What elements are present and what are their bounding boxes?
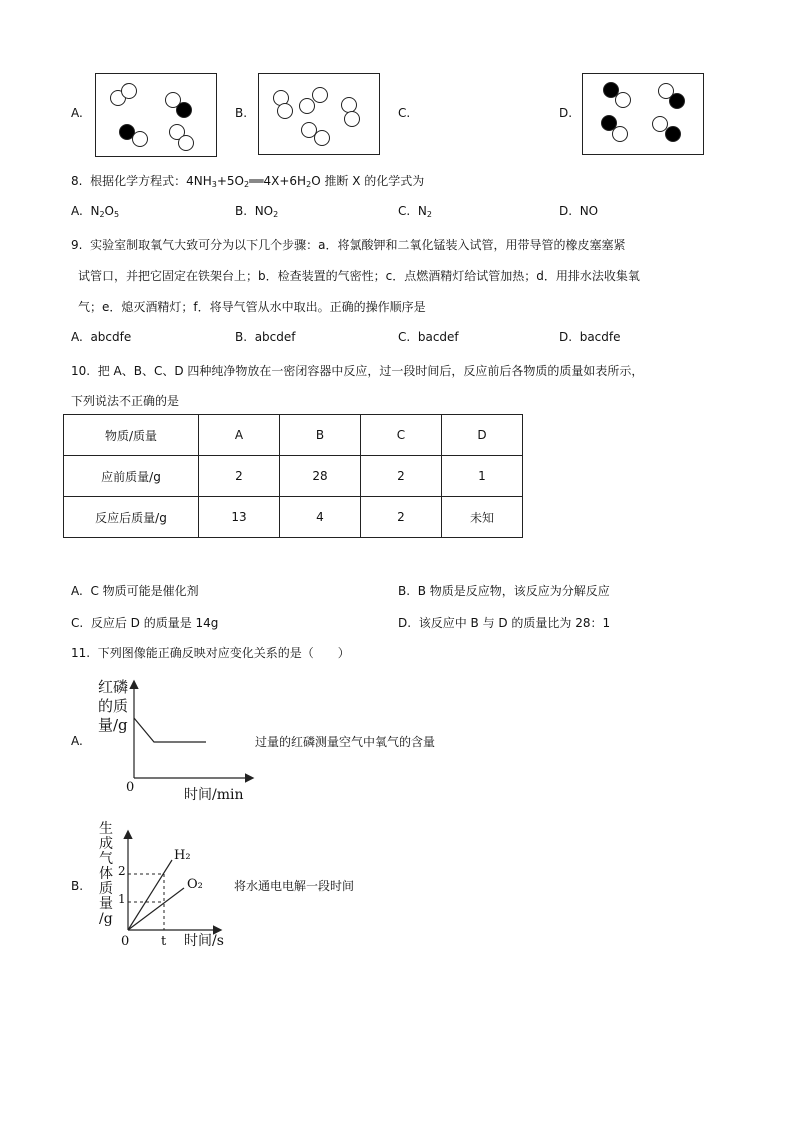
q7-option-b-diagram bbox=[258, 73, 380, 155]
graph-b-caption: 将水通电电解一段时间 bbox=[234, 879, 355, 893]
q8-option-a: A. $N_2O_5$ bbox=[71, 204, 120, 219]
graph-b-tick-2: 2 bbox=[118, 864, 126, 878]
graph-b-o2-line bbox=[128, 888, 184, 930]
question-number: 9. bbox=[71, 238, 83, 252]
table-cell: 1 bbox=[442, 456, 523, 497]
q9-option-b: B. abcdef bbox=[235, 330, 296, 344]
question-number: 10. bbox=[71, 364, 91, 378]
white-atom bbox=[121, 83, 137, 99]
table-cell: 反应后质量/g bbox=[64, 497, 199, 538]
q11-option-a-label: A. bbox=[71, 734, 83, 748]
table-header-cell: A bbox=[199, 415, 280, 456]
table-header-cell: B bbox=[280, 415, 361, 456]
graph-a-origin: 0 bbox=[126, 780, 135, 795]
table-cell: 2 bbox=[199, 456, 280, 497]
q11-option-b-label: B. bbox=[71, 879, 84, 893]
q10-option-d: D. 该反应中 B 与 D 的质量比为 28：1 bbox=[398, 616, 611, 630]
table-cell: 2 bbox=[361, 497, 442, 538]
white-atom bbox=[612, 126, 628, 142]
q9-option-c: C. bacdef bbox=[398, 330, 459, 344]
graph-b-x-label: 时间/s bbox=[184, 933, 224, 949]
q7-option-d-diagram bbox=[582, 73, 704, 155]
graph-b-origin: 0 bbox=[121, 934, 130, 949]
q10-option-c: C. 反应后 D 的质量是 14g bbox=[71, 616, 219, 630]
mass-table bbox=[63, 414, 523, 538]
q10-option-a: A. C 物质可能是催化剂 bbox=[71, 584, 199, 598]
graph-b-plot bbox=[116, 828, 226, 938]
q8-stem: 8. 根据化学方程式：$4NH_3+5O_2══4X+6H_2O$ 推断 X 的化学式为 bbox=[71, 174, 425, 189]
q8-option-b: B. $NO_2$ bbox=[235, 204, 279, 219]
table-cell: 应前质量/g bbox=[64, 456, 199, 497]
table-cell: 28 bbox=[280, 456, 361, 497]
table-cell: 未知 bbox=[442, 497, 523, 538]
white-atom bbox=[132, 131, 148, 147]
table-cell: 2 bbox=[361, 456, 442, 497]
white-atom bbox=[314, 130, 330, 146]
black-atom bbox=[176, 102, 192, 118]
q9-line-2: 试管口，并把它固定在铁架台上；b．检查装置的气密性；c．点燃酒精灯给试管加热；d．用排水法收集氧 bbox=[78, 269, 640, 283]
white-atom bbox=[344, 111, 360, 127]
graph-b-tick-1: 1 bbox=[118, 892, 126, 906]
q10-line-2: 下列说法不正确的是 bbox=[71, 394, 180, 408]
table-cell: 13 bbox=[199, 497, 280, 538]
q7-option-a-diagram bbox=[95, 73, 217, 157]
graph-a-mass-curve bbox=[134, 718, 206, 742]
white-atom bbox=[615, 92, 631, 108]
graph-b-y-label: 生 成 气 体 质 量 /g bbox=[99, 821, 113, 927]
table-header-cell: D bbox=[442, 415, 523, 456]
q9-line-1: 9. 实验室制取氧气大致可分为以下几个步骤：a．将氯酸钾和二氧化锰装入试管，用带导管的橡皮塞塞紧 bbox=[71, 238, 626, 252]
q9-option-a: A. abcdfe bbox=[71, 330, 132, 344]
white-atom bbox=[277, 103, 293, 119]
black-atom bbox=[665, 126, 681, 142]
graph-a-y-label: 红磷 的质 量/g bbox=[98, 678, 129, 734]
question-number: 8. bbox=[71, 174, 83, 188]
white-atom bbox=[299, 98, 315, 114]
q7-option-b-label: B. bbox=[235, 106, 248, 120]
graph-b-o2-label: O₂ bbox=[187, 877, 203, 892]
white-atom bbox=[178, 135, 194, 151]
q7-option-d-label: D. bbox=[559, 106, 573, 120]
table-header-row bbox=[64, 415, 523, 456]
q7-option-a-label: A. bbox=[71, 106, 83, 120]
table-header-cell: C bbox=[361, 415, 442, 456]
white-atom bbox=[312, 87, 328, 103]
q8-option-d: D. NO bbox=[559, 204, 599, 218]
q9-line-3: 气；e．熄灭酒精灯；f．将导气管从水中取出。正确的操作顺序是 bbox=[78, 300, 426, 314]
q9-option-d: D. bacdfe bbox=[559, 330, 621, 344]
graph-b-h2-line bbox=[128, 860, 172, 930]
q8-option-c: C. $N_2$ bbox=[398, 204, 432, 219]
question-number: 11. bbox=[71, 646, 91, 660]
table-row bbox=[64, 456, 523, 497]
graph-a-caption: 过量的红磷测量空气中氧气的含量 bbox=[255, 735, 436, 749]
table-row bbox=[64, 497, 523, 538]
table-header-cell: 物质/质量 bbox=[64, 415, 199, 456]
q10-line-1: 10. 把 A、B、C、D 四种纯净物放在一密闭容器中反应，过一段时间后，反应前后各物质的质量如表所示， bbox=[71, 364, 644, 378]
graph-a-x-label: 时间/min bbox=[184, 787, 244, 803]
q7-option-c-label: C. bbox=[398, 106, 411, 120]
q11-stem: 11. 下列图像能正确反映对应变化关系的是（ ） bbox=[71, 646, 350, 660]
graph-a-plot bbox=[120, 676, 260, 786]
graph-b-tick-t: t bbox=[161, 934, 167, 949]
graph-b-h2-label: H₂ bbox=[174, 848, 191, 863]
q10-option-b: B. B 物质是反应物，该反应为分解反应 bbox=[398, 584, 610, 598]
table-cell: 4 bbox=[280, 497, 361, 538]
black-atom bbox=[669, 93, 685, 109]
